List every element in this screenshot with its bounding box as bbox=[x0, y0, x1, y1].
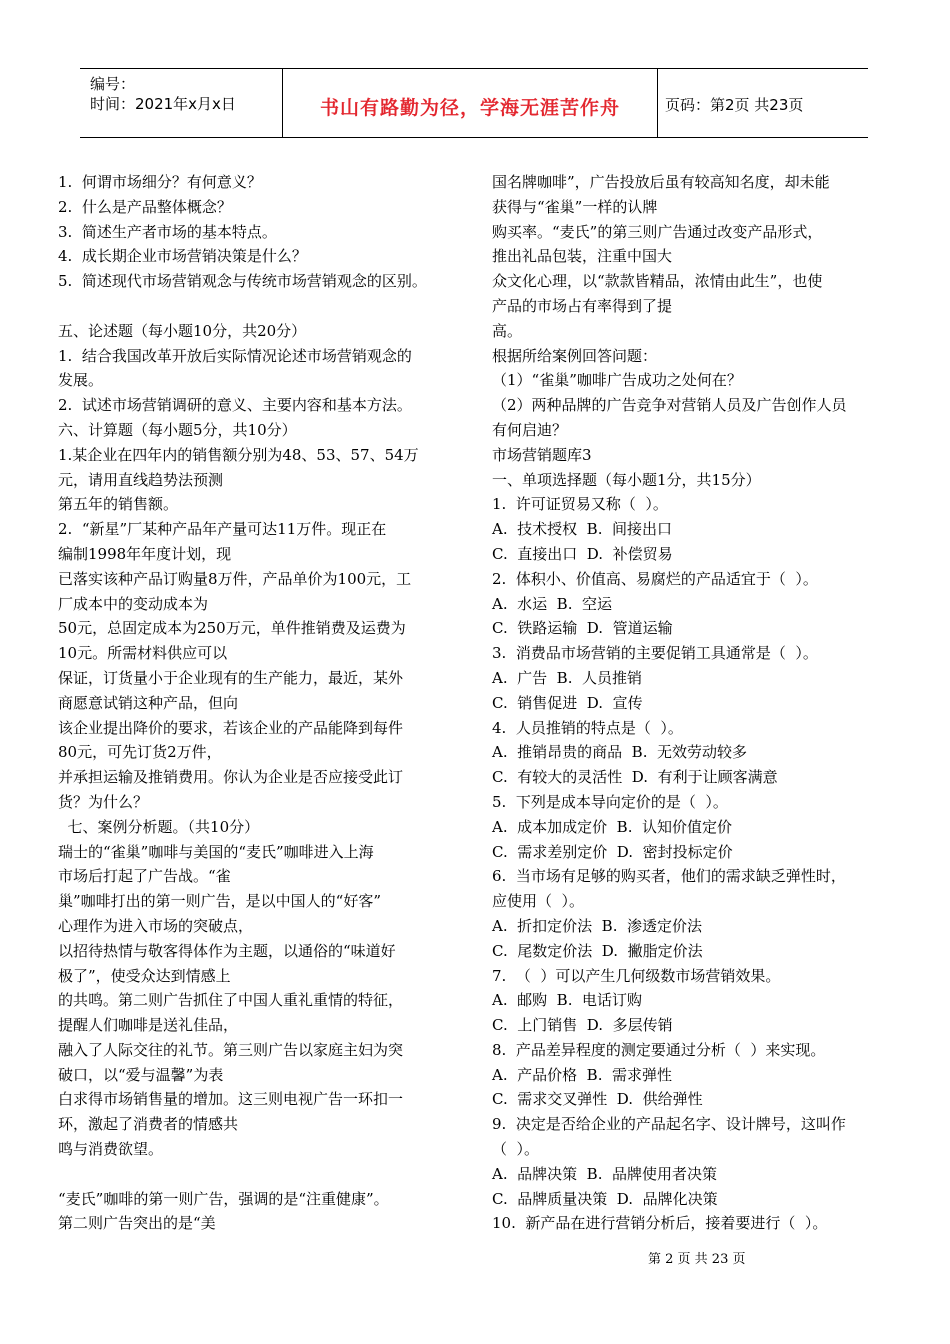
text-line: （2）两种品牌的广告竞争对营销人员及广告创作人员 bbox=[492, 396, 847, 415]
text-line: 1.某企业在四年内的销售额分别为48、53、57、54万 bbox=[58, 445, 419, 464]
text-line: 80元，可先订货2万件， bbox=[58, 743, 222, 762]
header-meta bbox=[80, 69, 280, 137]
text-line: 白求得市场销售量的增加。这三则电视广告一环扣一 bbox=[58, 1090, 404, 1109]
text-line: 购买率。“麦氏”的第三则广告通过改变产品形式， bbox=[492, 222, 823, 241]
text-line: 极了”，使受众达到情感上 bbox=[58, 966, 231, 985]
text-line: 提醒人们咖啡是送礼佳品， bbox=[58, 1016, 239, 1035]
text-line: A. 技术授权 B. 间接出口 bbox=[492, 520, 673, 539]
text-line: 5. 简述现代市场营销观念与传统市场营销观念的区别。 bbox=[58, 272, 427, 291]
text-line: 商愿意试销这种产品，但向 bbox=[58, 693, 239, 712]
text-line: 1. 许可证贸易又称（ ）。 bbox=[492, 495, 668, 514]
text-line: A. 推销昂贵的商品 B. 无效劳动较多 bbox=[492, 743, 748, 762]
text-line: 4. 人员推销的特点是（ ）。 bbox=[492, 718, 683, 737]
text-line: 破口，以“爱与温馨”为表 bbox=[58, 1065, 224, 1084]
text-line: A. 广告 B. 人员推销 bbox=[492, 668, 643, 687]
header-motto: 书山有路勤为径，学海无涯苦作舟 bbox=[319, 97, 620, 119]
text-line: 第二则广告突出的是“美 bbox=[58, 1214, 216, 1233]
text-line: 已落实该种产品订购量8万件，产品单价为100元，工 bbox=[58, 569, 412, 588]
text-line: 2. “新星”厂某种产品年产量可达11万件。现正在 bbox=[58, 520, 387, 539]
header-page-number: 页码：第2页 共23页 bbox=[665, 96, 804, 114]
text-line: 10元。所需材料供应可以 bbox=[58, 644, 228, 663]
text-line bbox=[58, 1162, 460, 1187]
text-line: 2. 试述市场营销调研的意义、主要内容和基本方法。 bbox=[58, 396, 412, 415]
text-line: 瑞士的“雀巢”咖啡与美国的“麦氏”咖啡进入上海 bbox=[58, 842, 374, 861]
text-line: A. 品牌决策 B. 品牌使用者决策 bbox=[492, 1164, 718, 1183]
text-line: C. 品牌质量决策 D. 品牌化决策 bbox=[492, 1189, 718, 1208]
right-text-column bbox=[492, 170, 894, 1236]
text-line: 货？为什么？ bbox=[58, 792, 149, 811]
text-line: 2. 什么是产品整体概念？ bbox=[58, 197, 232, 216]
text-line: 巢”咖啡打出的第一则广告，是以中国人的“好客” bbox=[58, 892, 382, 911]
text-line: C. 需求交叉弹性 D. 供给弹性 bbox=[492, 1090, 703, 1109]
text-line: 编制1998年年度计划，现 bbox=[58, 544, 232, 563]
text-line: 鸣与消费欲望。 bbox=[58, 1140, 164, 1159]
text-line: 一、单项选择题（每小题1分，共15分） bbox=[492, 470, 761, 489]
text-line: C. 尾数定价法 D. 撇脂定价法 bbox=[492, 941, 703, 960]
text-line: 第五年的销售额。 bbox=[58, 495, 179, 514]
text-line: A. 折扣定价法 B. 渗透定价法 bbox=[492, 916, 703, 935]
text-line: C. 有较大的灵活性 D. 有利于让顾客满意 bbox=[492, 768, 778, 787]
text-line: 8. 产品差异程度的测定要通过分析（ ）来实现。 bbox=[492, 1040, 826, 1059]
text-line: 心理作为进入市场的突破点， bbox=[58, 916, 254, 935]
text-line: 市场后打起了广告战。“雀 bbox=[58, 867, 231, 886]
text-line: C. 直接出口 D. 补偿贸易 bbox=[492, 544, 673, 563]
text-line: 1. 何谓市场细分？有何意义？ bbox=[58, 173, 262, 191]
text-line: 产品的市场占有率得到了提 bbox=[492, 296, 673, 315]
text-line: 应使用（ ）。 bbox=[492, 892, 585, 911]
page-header bbox=[80, 68, 868, 138]
text-line: 10. 新产品在进行营销分析后，接着要进行（ ）。 bbox=[492, 1214, 828, 1233]
text-line: 元，请用直线趋势法预测 bbox=[58, 470, 224, 489]
text-line: 五、论述题（每小题10分，共20分） bbox=[58, 321, 307, 340]
text-line: 国名牌咖啡”，广告投放后虽有较高知名度，却未能 bbox=[492, 173, 830, 191]
text-line: 50元，总固定成本为250万元，单件推销费及运费为 bbox=[58, 619, 406, 638]
text-line: （1）“雀巢”咖啡广告成功之处何在？ bbox=[492, 371, 742, 390]
text-line: C. 上门销售 D. 多层传销 bbox=[492, 1016, 673, 1035]
text-line: C. 销售促进 D. 宣传 bbox=[492, 693, 643, 712]
text-line bbox=[58, 294, 460, 319]
text-line: 2. 体积小、价值高、易腐烂的产品适宜于（ ）。 bbox=[492, 569, 818, 588]
text-line: 保证，订货量小于企业现有的生产能力，最近，某外 bbox=[58, 668, 404, 687]
text-line: “麦氏”咖啡的第一则广告，强调的是“注重健康”。 bbox=[58, 1189, 389, 1208]
text-line: C. 铁路运输 D. 管道运输 bbox=[492, 619, 673, 638]
text-line: 并承担运输及推销费用。你认为企业是否应接受此订 bbox=[58, 768, 404, 787]
header-motto-cell bbox=[282, 69, 658, 137]
text-line: 根据所给案例回答问题： bbox=[492, 346, 658, 365]
text-line: 融入了人际交往的礼节。第三则广告以家庭主妇为突 bbox=[58, 1040, 404, 1059]
text-line: C. 需求差别定价 D. 密封投标定价 bbox=[492, 842, 733, 861]
text-line: 1. 结合我国改革开放后实际情况论述市场营销观念的 bbox=[58, 346, 412, 365]
text-line: A. 产品价格 B. 需求弹性 bbox=[492, 1065, 673, 1084]
text-line: 5. 下列是成本导向定价的是（ ）。 bbox=[492, 792, 728, 811]
text-line: （ ）。 bbox=[492, 1140, 540, 1159]
text-line: 有何启迪？ bbox=[492, 420, 568, 439]
text-line: 众文化心理，以“款款皆精品，浓情由此生”，也使 bbox=[492, 272, 823, 291]
text-line: A. 邮购 B. 电话订购 bbox=[492, 991, 643, 1010]
text-line: 3. 简述生产者市场的基本特点。 bbox=[58, 222, 277, 241]
text-line: 4. 成长期企业市场营销决策是什么？ bbox=[58, 247, 307, 266]
document-date-label: 时间：2021年x月x日 bbox=[90, 95, 236, 113]
text-line: 该企业提出降价的要求，若该企业的产品能降到每件 bbox=[58, 718, 404, 737]
text-line: 6. 当市场有足够的购买者，他们的需求缺乏弹性时， bbox=[492, 867, 846, 886]
text-line: 7. （ ）可以产生几何级数市场营销效果。 bbox=[492, 966, 781, 985]
text-line: 9. 决定是否给企业的产品起名字、设计牌号，这叫作 bbox=[492, 1115, 846, 1134]
text-line: 以招待热情与敬客得体作为主题，以通俗的“味道好 bbox=[58, 941, 396, 960]
page-footer: 第 2 页 共 23 页 bbox=[648, 1252, 746, 1267]
text-line: 市场营销题库3 bbox=[492, 445, 592, 464]
text-line: 环，激起了消费者的情感共 bbox=[58, 1115, 239, 1134]
text-line: 发展。 bbox=[58, 371, 104, 390]
text-line: 七、案例分析题。（共10分） bbox=[58, 817, 260, 836]
text-line: 厂成本中的变动成本为 bbox=[58, 594, 209, 613]
text-line: A. 成本加成定价 B. 认知价值定价 bbox=[492, 817, 733, 836]
text-line: 获得与“雀巢”一样的认牌 bbox=[492, 197, 658, 216]
text-line: 六、计算题（每小题5分，共10分） bbox=[58, 420, 297, 439]
left-text-column bbox=[58, 170, 460, 1236]
document-number-label: 编号： bbox=[90, 75, 136, 93]
text-line: 的共鸣。第二则广告抓住了中国人重礼重情的特征， bbox=[58, 991, 404, 1010]
text-line: A. 水运 B. 空运 bbox=[492, 594, 613, 613]
text-line: 3. 消费品市场营销的主要促销工具通常是（ ）。 bbox=[492, 644, 818, 663]
text-line: 高。 bbox=[492, 321, 523, 340]
header-page-cell bbox=[657, 69, 868, 137]
text-line: 推出礼品包装，注重中国大 bbox=[492, 247, 673, 266]
